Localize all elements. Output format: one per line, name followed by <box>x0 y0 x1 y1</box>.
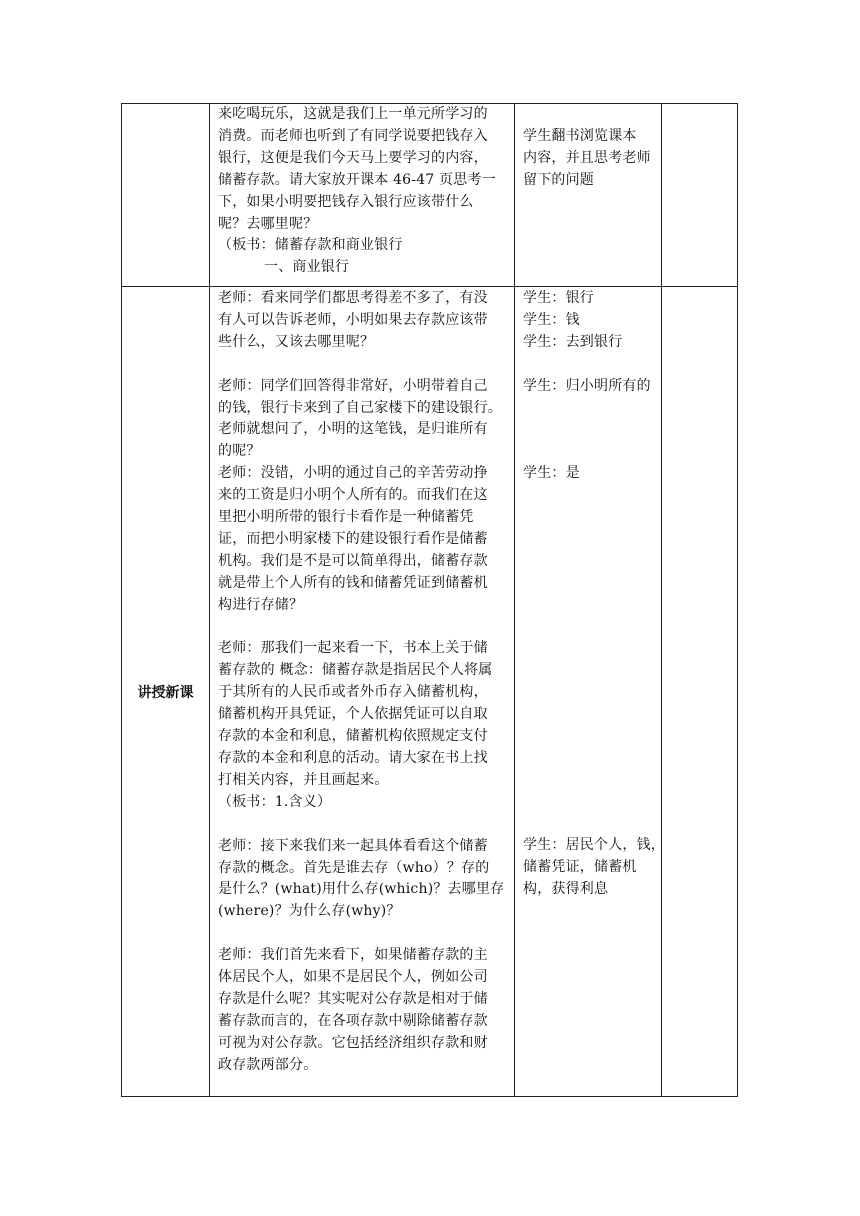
teacher-text-line: 于其所有的人民币或者外币存入储蓄机构， <box>218 684 488 701</box>
teacher-text-line: 里把小明所带的银行卡看作是一种储蓄凭 <box>218 509 474 526</box>
teacher-text-line: 消费。而老师也听到了有同学说要把钱存入 <box>218 127 488 144</box>
teacher-text-line: 来的工资是归小明个人所有的。而我们在这 <box>218 487 488 504</box>
student-text-line: 内容，并且思考老师 <box>523 149 651 166</box>
blank-line <box>523 813 659 835</box>
row1-teacher-cell <box>218 104 510 279</box>
blank-line <box>523 704 659 726</box>
teacher-text-line: 储蓄存款。请大家放开课本 46-47 页思考一 <box>218 171 496 188</box>
student-text-line: 学生：是 <box>523 465 580 482</box>
blank-line <box>523 726 659 748</box>
teacher-text-line: 存款是什么呢？其实呢对公存款是相对于储 <box>218 990 488 1007</box>
blank-line <box>523 419 659 441</box>
teacher-text-line: 的钱，银行卡来到了自己家楼下的建设银行。 <box>218 399 502 416</box>
lesson-plan-table <box>121 103 738 1097</box>
teacher-text-line: 存款的概念。首先是谁去存（who）？存的 <box>218 859 490 876</box>
teacher-text-line: 是什么？(what)用什么存(which)？去哪里存 <box>218 881 505 898</box>
teacher-text-line: 机构。我们是不是可以简单得出，储蓄存款 <box>218 552 488 569</box>
blank-line <box>523 529 659 551</box>
column-divider <box>661 104 662 1096</box>
teacher-text-line: 老师就想问了，小明的这笔钱，是归谁所有 <box>218 421 488 438</box>
blank-line <box>523 770 659 792</box>
student-text-line: 学生：归小明所有的 <box>523 377 651 394</box>
column-divider <box>209 104 210 1096</box>
blank-line <box>218 814 510 836</box>
teacher-text-line: 存款的本金和利息的活动。请大家在书上找 <box>218 750 488 766</box>
row2-student-cell <box>523 288 665 901</box>
blank-line <box>523 792 659 814</box>
student-text-line: 储蓄凭证，储蓄机 <box>523 859 637 876</box>
teacher-text-line: 老师：接下来我们来一起具体看看这个储蓄 <box>218 837 488 854</box>
student-text-line: 学生：钱 <box>523 311 580 328</box>
teacher-text-line: 来吃喝玩乐，这就是我们上一单元所学习的 <box>218 106 488 122</box>
blank-line <box>218 617 510 639</box>
teacher-text-line: 存款的本金和利息，储蓄机构依照规定支付 <box>218 728 488 745</box>
student-text-line: 学生：银行 <box>523 290 594 306</box>
student-text-line: 学生翻书浏览课本 <box>523 128 637 144</box>
blank-line <box>523 748 659 770</box>
student-text-line: 构，获得利息 <box>523 881 609 898</box>
teacher-text-line: 构进行存储？ <box>218 596 304 613</box>
teacher-text-line: 可视为对公存款。它包括经济组织存款和财 <box>218 1034 488 1051</box>
board-note-line: 一、商业银行 <box>264 259 350 276</box>
teacher-text-line: 蓄存款而言的，在各项存款中剔除储蓄存款 <box>218 1012 488 1029</box>
teacher-text-line: (where)？为什么存(why)？ <box>218 903 401 920</box>
teacher-text-line: 呢？去哪里呢？ <box>218 215 318 232</box>
teacher-text-line: 政存款两部分。 <box>218 1056 318 1073</box>
blank-line <box>523 595 659 617</box>
teacher-text-line: 证，而把小明家楼下的建设银行看作是储蓄 <box>218 530 488 547</box>
section-label: 讲授新课 <box>137 685 194 701</box>
teacher-text-line: 下，如果小明要把钱存入银行应该带什么 <box>218 193 474 210</box>
blank-line <box>523 573 659 595</box>
blank-line <box>523 638 659 660</box>
teacher-text-line: 有人可以告诉老师，小明如果去存款应该带 <box>218 311 488 328</box>
teacher-text-line: 就是带上个人所有的钱和储蓄凭证到储蓄机 <box>218 574 488 591</box>
teacher-text-line: 老师：同学们回答得非常好，小明带着自己 <box>218 377 488 394</box>
teacher-text-line: 的呢？ <box>218 443 261 460</box>
teacher-text-line: 老师：那我们一起来看一下，书本上关于储 <box>218 640 488 657</box>
row1-student-cell <box>523 126 659 192</box>
blank-line <box>523 507 659 529</box>
blank-line <box>523 398 659 420</box>
blank-line <box>523 354 659 376</box>
teacher-text-line: 老师：我们首先来看下，如果储蓄存款的主 <box>218 947 488 964</box>
column-divider <box>514 104 515 1096</box>
board-note-line: （板书：1.含义） <box>218 793 332 810</box>
teacher-text-line: 打相关内容，并且画起来。 <box>218 771 389 788</box>
teacher-text-line: 老师：看来同学们都思考得差不多了，有没 <box>218 290 488 306</box>
blank-line <box>523 660 659 682</box>
board-note-line: （板书：储蓄存款和商业银行 <box>218 237 403 254</box>
blank-line <box>523 441 659 463</box>
teacher-text-line: 蓄存款的 概念：储蓄存款是指居民个人将属 <box>218 662 493 679</box>
blank-line <box>218 354 510 376</box>
row2-teacher-cell <box>218 288 510 1077</box>
teacher-text-line: 储蓄机构开具凭证，个人依据凭证可以自取 <box>218 706 488 723</box>
blank-line <box>523 551 659 573</box>
teacher-text-line: 老师：没错，小明的通过自己的辛苦劳动挣 <box>218 465 488 482</box>
row-divider <box>122 286 737 287</box>
blank-line <box>523 682 659 704</box>
student-text-line: 学生：居民个人，钱， <box>523 837 665 854</box>
teacher-text-line: 些什么，又该去哪里呢？ <box>218 333 375 350</box>
blank-line <box>218 923 510 945</box>
teacher-text-line: 银行，这便是我们今天马上要学习的内容， <box>218 149 488 166</box>
blank-line <box>523 616 659 638</box>
student-text-line: 学生：去到银行 <box>523 333 623 350</box>
student-text-line: 留下的问题 <box>523 171 594 188</box>
blank-line <box>523 485 659 507</box>
teacher-text-line: 体居民个人，如果不是居民个人，例如公司 <box>218 969 488 986</box>
